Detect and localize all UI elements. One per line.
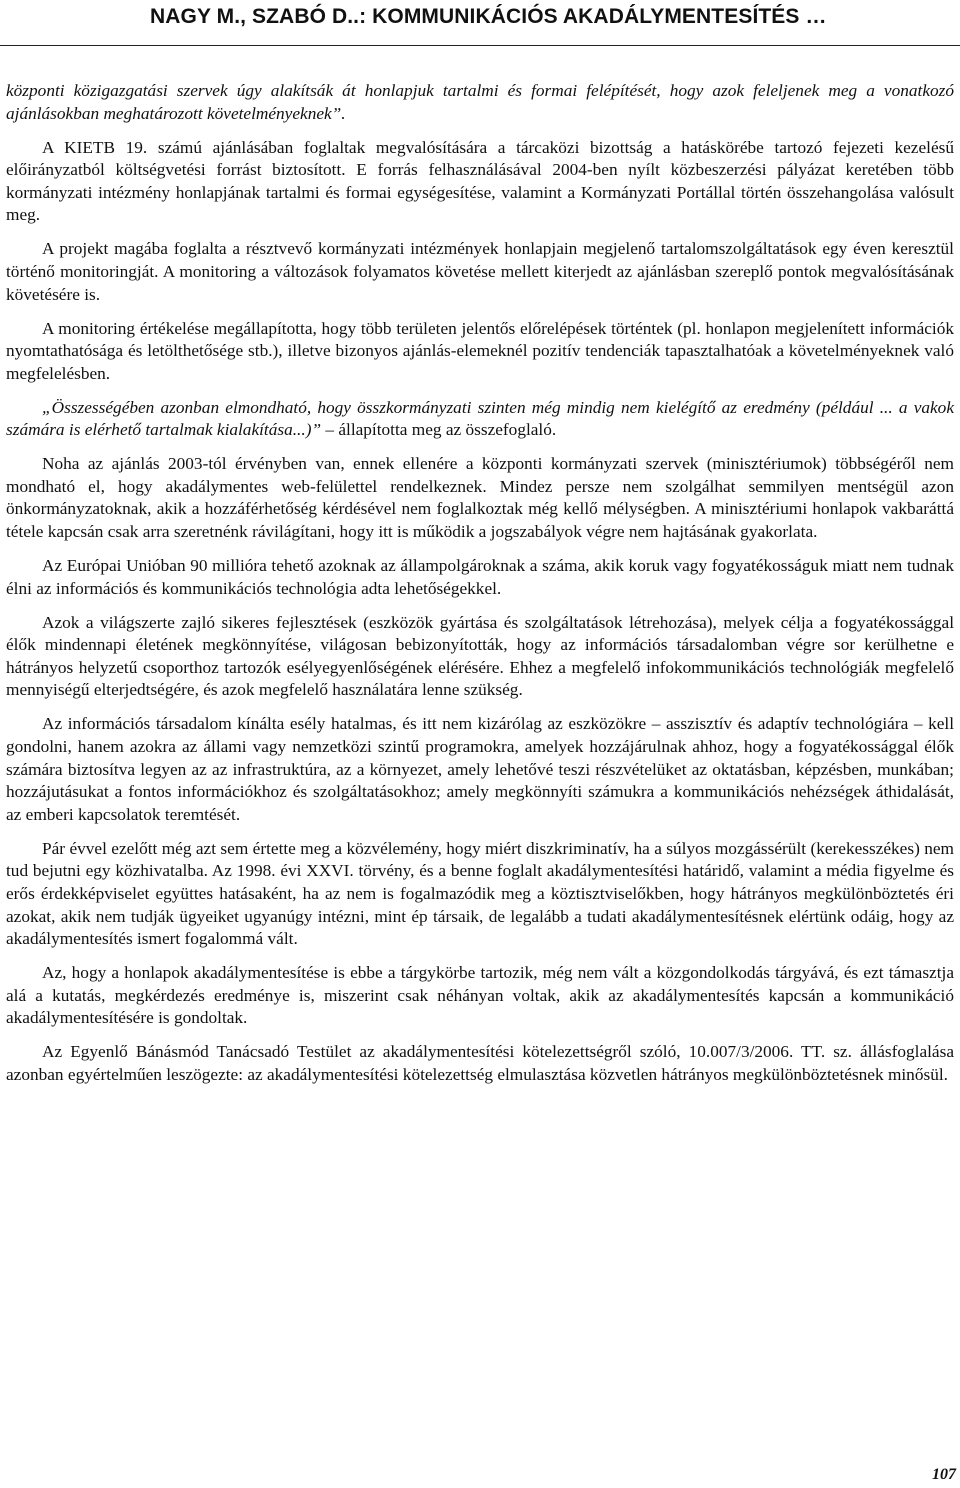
paragraph-osszessegeben xyxy=(6,397,954,442)
paragraph-quote-continuation: központi közigazgatási szervek úgy alakítsák át honlapjuk tartalmi és formai felépítését, hogy azok feleljenek meg a vonatkozó ajánlásokban meghatározott követelményeknek”. xyxy=(6,81,954,123)
article-body xyxy=(6,80,954,1098)
paragraph-informacios-tarsadalom: Az információs társadalom kínálta esély hatalmas, és itt nem kizárólag az eszközökre – asszisztív és adaptív technológiára – kell gondolni, hanem azokra az állami vagy nemzetközi szintű programokra, amelyek hozzájárulnak ahhoz, hogy a fogyatékossággal élők számára biztosítva legyen az az infrastruktúra, az a környezet, amely lehetővé teszi részvételüket az oktatásban, képzésben, munkában; hozzájutásukat a fontos információkhoz és szolgáltatásokhoz; amely megkönnyíti számukra a kommunikációs nehézségek áthidalását, az emberi kapcsolatok teremtését. xyxy=(6,714,954,824)
header-rule xyxy=(0,45,960,46)
paragraph-fejlesztesek: Azok a világszerte zajló sikeres fejlesztések (eszközök gyártása és szolgáltatások létrehozása), melyek célja a fogyatékossággal élők mindennapi életének megkönnyítése, világosan bebizonyították, hogy az információs társadalomban végre sor kerülhetne e hátrányos helyzetű csoporthoz tartozók esélyegyenlőségének elérésére. Ehhez a megfelelő infokommunikációs technológiák megfelelő mennyiségű elterjedtségére, és azok megfelelő használatára lenne szükség. xyxy=(6,612,954,700)
paragraph-europai-unio: Az Európai Unióban 90 millióra tehető azoknak az állampolgároknak a száma, akik koruk vagy fogyatékosságuk miatt nem tudnak élni az információs és kommunikációs technológia adta lehetőségekkel. xyxy=(6,556,954,598)
paragraph-honlapok: Az, hogy a honlapok akadálymentesítése is ebbe a tárgykörbe tartozik, még nem vált a közgondolkodás tárgyává, és ezt támasztja alá a kutatás, megkérdezés eredménye is, miszerint csak néhányan voltak, akik az akadálymentesítés kapcsán a kommunikáció akadálymentesítésére is gondoltak. xyxy=(6,963,954,1028)
page-number: 107 xyxy=(932,1466,956,1483)
running-header: NAGY M., SZABÓ D..: KOMMUNIKÁCIÓS AKADÁLYMENTESÍTÉS … xyxy=(150,5,827,28)
paragraph-kietb-19: A KIETB 19. számú ajánlásában foglaltak megvalósítására a tárcaközi bizottság a hatáskörébe tartozó fejezeti kezelésű előirányzatból költségvetési forrást biztosított. E forrás felhasználásával 2004-ben nyílt közbeszerzési pályázat keretében több kormányzati intézmény honlapjának tartalmi és formai egységesítése, valamint a Kormányzati Portállal történ összehangolása valósult meg. xyxy=(6,137,954,225)
quote-text: „Összességében azonban elmondható, hogy összkormányzati szinten még mindig nem kielégítő az eredmény (például ... a vakok számára is elérhető tartalmak kialakítása...)” xyxy=(6,397,954,440)
paragraph-par-evvel: Pár évvel ezelőtt még azt sem értette meg a közvélemény, hogy miért diszkriminatív, ha a súlyos mozgássérült (kerekesszékes) nem tud bejutni egy közhivatalba. Az 1998. évi XXVI. törvény, és a benne foglalt akadálymentesítési határidő, valamint a média figyelme és erős érdekképviselet együttes hatásaként, ha az nem is fogalmazódik meg a köztisztviselőkben, hogy hátrányos megkülönböztetés éri azokat, akik nem tudják ügyeiket ugyanúgy intézni, mint ép társaik, de legalább a tudati akadálymentesítésnek elértünk odáig, hogy az akadálymentesítés ismert fogalommá vált. xyxy=(6,838,954,949)
paragraph-projekt: A projekt magába foglalta a résztvevő kormányzati intézmények honlapjain megjelenő tartalomszolgáltatások egy éven keresztül történő monitoringját. A monitoring a változások folyamatos követése mellett kiterjedt az ajánlásban szereplő pontok megvalósításának követésére is. xyxy=(6,239,954,304)
quote-attribution: – állapította meg az összefoglaló. xyxy=(321,420,557,440)
paragraph-egyenlo-banasmod: Az Egyenlő Bánásmód Tanácsadó Testület az akadálymentesítési kötelezettségről szóló, 10.007/3/2006. TT. sz. állásfoglalása azonban egyértelműen leszögezte: az akadálymentesítési kötelezettség elmulasztása közvetlen hátrányos megkülönböztetésnek minősül. xyxy=(6,1042,954,1084)
paragraph-noha: Noha az ajánlás 2003-tól érvényben van, ennek ellenére a központi kormányzati szervek (minisztériumok) többségéről nem mondható el, hogy akadálymentes web-felülettel rendelkeznek. Mindez persze nem szolgálhat semmilyen mentségül azon önkormányzatoknak, akik a hozzáférhetőség kérdésével nem foglalkoztak még kellő mélységben. A minisztériumi honlapok vakbaráttá tétele kapcsán csak arra szeretnénk rávilágítani, hogy itt is működik a jogszabályok végre nem hajtásának gyakorlata. xyxy=(6,454,954,542)
paragraph-monitoring: A monitoring értékelése megállapította, hogy több területen jelentős előrelépések történtek (pl. honlapon megjelenített információk nyomtathatósága és letölthetősége stb.), illetve bizonyos ajánlás-elemeknél pozitív tendenciák tapasztalhatóak a követelményeknek való megfelelésben. xyxy=(6,318,954,383)
